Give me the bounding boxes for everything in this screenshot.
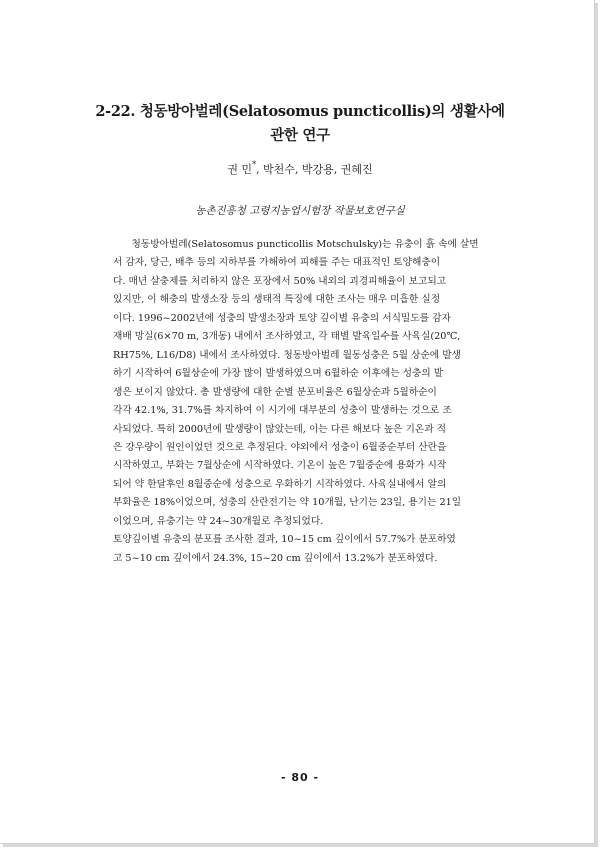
corresponding-author-mark: * <box>252 160 257 169</box>
body-line: 사되었다. 특히 2000년에 발생량이 많았는데, 이는 다른 해보다 높은 기온과 적 <box>113 423 446 435</box>
affiliation: 농촌진흥청 고령지농업시험장 작물보호연구실 <box>195 205 405 217</box>
body-line: 시작하였고, 부화는 7월상순에 시작하였다. 기온이 높은 7월중순에 용화가 시작 <box>113 460 447 472</box>
body-line: 재배 망실(6×70 m, 3개동) 내에서 조사하였고, 각 태별 발육일수를 사육실(20℃, <box>113 331 461 343</box>
body-line: 부화율은 18%이었으며, 성충의 산란전기는 약 10개월, 난기는 23일, 용기는 21일 <box>113 497 462 509</box>
body-line: 생은 보이지 않았다. 총 발생량에 대한 순별 분포비율은 6월상순과 5월하순이 <box>113 386 437 398</box>
body-line: 이었으며, 유충기는 약 24~30개월로 추정되었다. <box>113 515 324 527</box>
body-line: 서 감자, 당근, 배추 등의 지하부를 가해하여 피해를 주는 대표적인 토양해충이 <box>113 257 441 269</box>
paper-title-line-1: 2-22. 청동방아벌레(Selatosomus puncticollis)의 생활사에 <box>95 103 505 120</box>
body-line: 청동방아벌레(Selatosomus puncticollis Motschulsky)는 유충이 흙 속에 살면 <box>113 239 479 250</box>
abstract-body <box>113 236 513 568</box>
body-line: RH75%, L16/D8) 내에서 조사하였다. 청동방아벌레 월동성충은 5월 상순에 발생 <box>113 349 461 361</box>
body-line: 토양깊이별 유충의 분포를 조사한 결과, 10~15 cm 깊이에서 57.7%가 분포하였 <box>113 534 456 546</box>
body-line: 하기 시작하여 6월상순에 가장 많이 발생하였으며 6월하순 이후에는 성충의 발 <box>113 368 444 380</box>
body-line: 다. 매년 살충제를 처리하지 않은 포장에서 50% 내외의 괴경피해율이 보고되고 <box>113 275 447 287</box>
paper-title-line-2: 관한 연구 <box>270 127 330 144</box>
body-line: 있지만, 이 해충의 발생소장 등의 생태적 특징에 대한 조사는 매우 미흡한 실정 <box>113 294 441 306</box>
co-authors: , 박천수, 박강용, 권혜진 <box>256 163 373 176</box>
page-number: - 80 - <box>280 771 320 784</box>
body-line: 고 5~10 cm 깊이에서 24.3%, 15~20 cm 깊이에서 13.2%가 분포하였다. <box>113 552 438 564</box>
body-line: 은 강우량이 원인이었던 것으로 추정된다. 야외에서 성충이 6월중순부터 산란을 <box>113 441 447 453</box>
body-line: 되어 약 한달후인 8월중순에 성충으로 우화하기 시작하였다. 사육실내에서 알의 <box>113 478 447 490</box>
body-line: 각각 42.1%, 31.7%를 차지하여 이 시기에 대부분의 성충이 발생하는 것으로 조 <box>113 405 452 417</box>
corresponding-author: 권 민 <box>227 163 253 176</box>
author-list <box>40 160 560 177</box>
body-line: 이다. 1996~2002년에 성충의 발생소장과 토양 깊이별 유충의 서식밀도를 감자 <box>113 312 451 324</box>
